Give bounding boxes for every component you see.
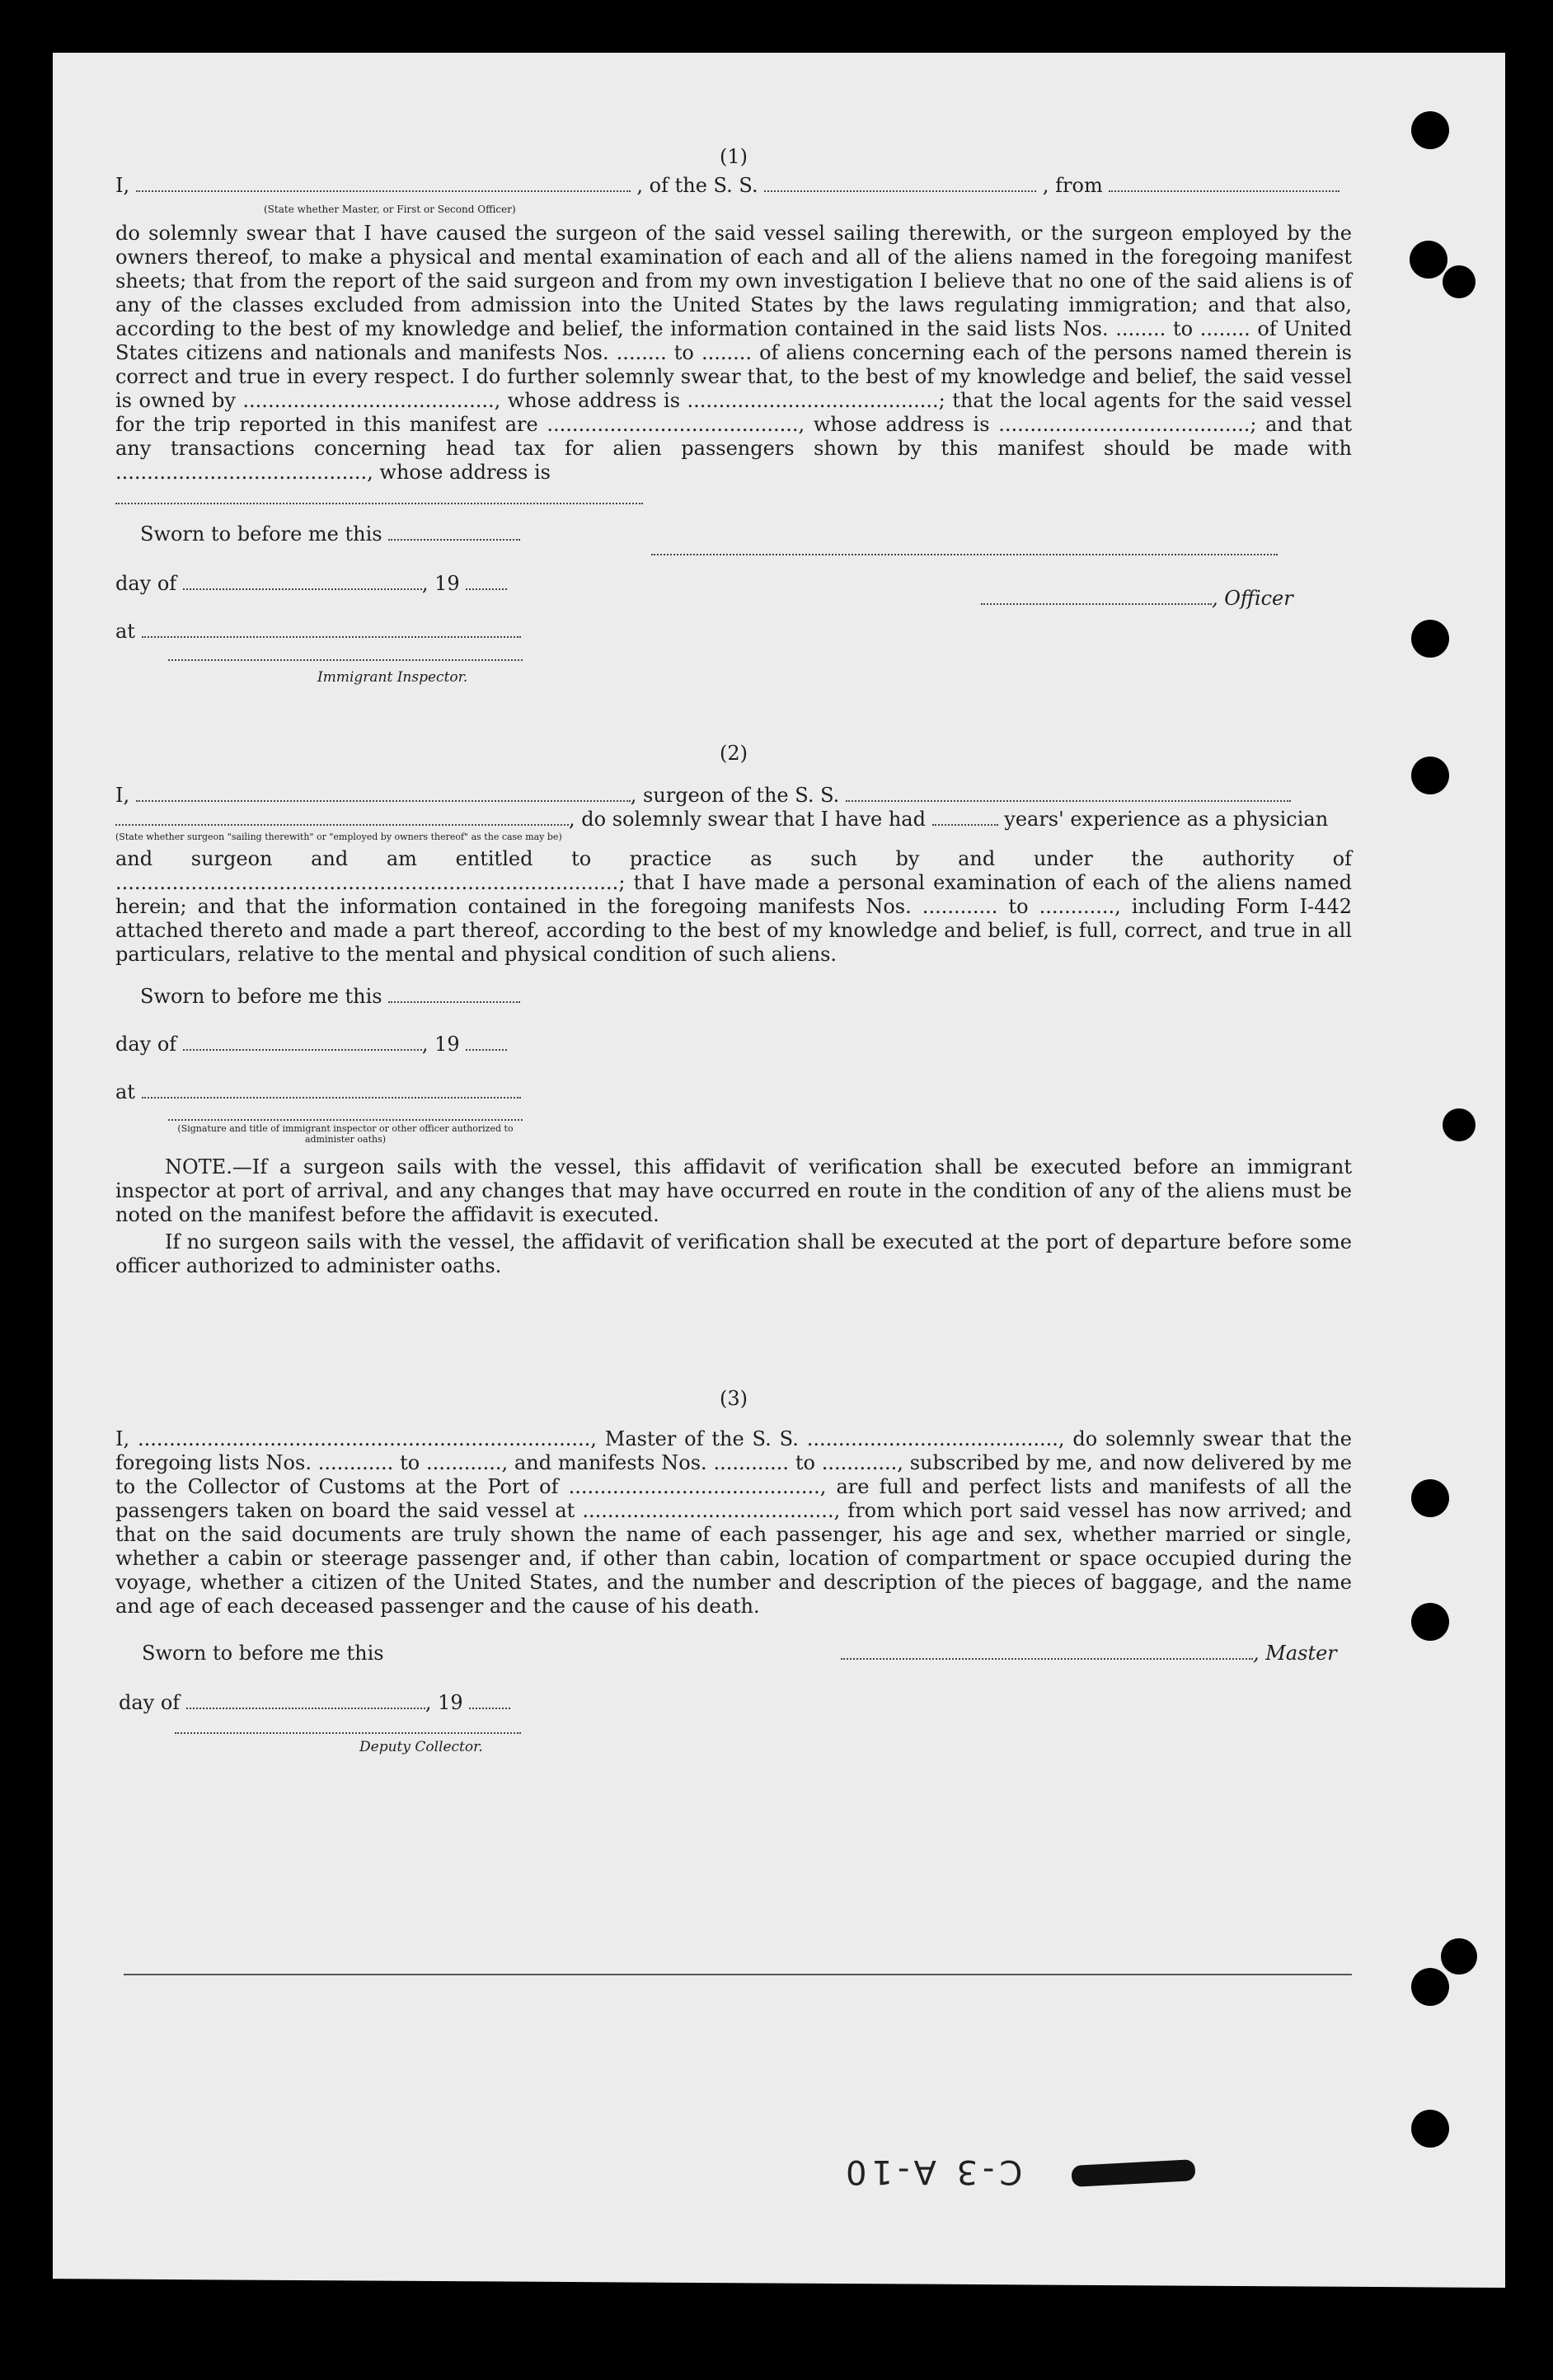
note-2: If no surgeon sails with the vessel, the affidavit of verification shall be executed at the port of departure before some officer authorized to administer oaths. bbox=[115, 1230, 1352, 1277]
bottom-rule bbox=[124, 1974, 1352, 1975]
deputy-sig-line bbox=[175, 1732, 521, 1734]
of-ss-label: , of the S. S. bbox=[636, 174, 758, 197]
inspector-sig-line bbox=[168, 659, 523, 661]
inspector-caption: Immigrant Inspector. bbox=[317, 669, 468, 686]
name-blank bbox=[136, 176, 631, 192]
inspector-sig-line-2 bbox=[168, 1119, 523, 1121]
at-line-1: at bbox=[115, 620, 521, 644]
ship-blank bbox=[764, 176, 1036, 192]
punch-hole bbox=[1411, 111, 1449, 149]
section-3-number: (3) bbox=[720, 1387, 748, 1410]
punch-hole bbox=[1410, 241, 1447, 279]
surgeon-caption: (State whether surgeon "sailing therewith" or "employed by owners thereof" as the case may be) bbox=[115, 832, 562, 842]
signature-caption: (Signature and title of immigrant inspector or other officer authorized to administer oaths) bbox=[177, 1123, 514, 1145]
punch-hole bbox=[1411, 2110, 1449, 2148]
punch-hole bbox=[1411, 757, 1449, 794]
section-1-number: (1) bbox=[720, 145, 748, 168]
sworn-label-1: Sworn to before me this bbox=[140, 522, 520, 546]
officer-label: , Officer bbox=[981, 587, 1293, 611]
punch-hole bbox=[1411, 620, 1449, 658]
officer-line bbox=[651, 537, 1278, 561]
sworn-label-2: Sworn to before me this bbox=[140, 985, 520, 1009]
from-label: , from bbox=[1042, 174, 1103, 197]
punch-hole bbox=[1443, 265, 1476, 298]
deputy-caption: Deputy Collector. bbox=[359, 1739, 483, 1755]
rank-caption: (State whether Master, or First or Second Officer) bbox=[264, 204, 516, 215]
section-2-line1: I, , surgeon of the S. S. bbox=[115, 784, 1352, 808]
handwritten-reference: C-3 A-10 bbox=[841, 2153, 1023, 2190]
section-1-header-line bbox=[115, 174, 1352, 198]
note-1: NOTE.—If a surgeon sails with the vessel, this affidavit of verification shall be executed before an immigrant inspector at port of arrival, and any changes that may have occurred en route in the condition of any of the aliens must be noted on the manifest before the affidavit is executed. bbox=[115, 1155, 1352, 1226]
punch-hole bbox=[1411, 1479, 1449, 1517]
day-of-line-2: day of , 19 bbox=[115, 1033, 507, 1056]
day-of-line-1: day of , 19 bbox=[115, 572, 507, 596]
at-line-2: at bbox=[115, 1080, 521, 1104]
punch-hole bbox=[1443, 1108, 1476, 1141]
punch-hole bbox=[1411, 1968, 1449, 2006]
section-2-line2: , do solemnly swear that I have had years' experience as a physician bbox=[115, 808, 1352, 832]
section-2-number: (2) bbox=[720, 742, 748, 765]
punch-hole bbox=[1441, 1938, 1477, 1975]
section-3-body: I, ........................................................................, Master of the S. S. ........................................, do solemnly swear that the foregoing lists Nos. ............ to ............, and manifests Nos. ............ to ............, subscribed by me, and now delivered by me to the Collector of Customs at the Port of ........................................, are full and perfect lists and manifests of all the passengers taken on board the said vessel at ........................................, from which port said vessel has now arrived; and that on the said documents are truly shown the name of each passenger, his age and sex, whether married or single, whether a cabin or steerage passenger and, if other than cabin, location of compartment or space occupied during the voyage, whether a citizen of the United States, and the number and description of the pieces of baggage, and the name and age of each deceased passenger and the cause of his death. bbox=[115, 1427, 1352, 1618]
day-of-line-3: day of , 19 bbox=[119, 1691, 510, 1715]
from-blank bbox=[1109, 176, 1340, 192]
i-label: I, bbox=[115, 174, 130, 197]
master-line: , Master bbox=[841, 1642, 1337, 1666]
affidavit-content bbox=[115, 140, 1352, 1783]
section-1-body: do solemnly swear that I have caused the surgeon of the said vessel sailing therewith, or the surgeon employed by the owners thereof, to make a physical and mental examination of each and all of the aliens named in the foregoing manifest sheets; that from the report of the said surgeon and from my own investigation I believe that no one of the said aliens is of any of the classes excluded from admission into the United States by the laws regulating immigration; and that also, according to the best of my knowledge and belief, the information contained in the said lists Nos. ........ to ........ of United States citizens and nationals and manifests Nos. ........ to ........ of aliens concerning each of the persons named therein is correct and true in every respect. I do further solemnly swear that, to the best of my knowledge and belief, the said vessel is owned by ........................................, whose address is ........................................; that the local agents for the said vessel for the trip reported in this manifest are ........................................, whose address is ........................................; and that any transactions concerning head tax for alien passengers shown by this manifest should be made with ........................................, whose address is bbox=[115, 222, 1352, 484]
sworn-label-3: Sworn to before me this bbox=[142, 1642, 384, 1665]
section-2-body: and surgeon and am entitled to practice as such by and under the authority of ................................................................................; that I have made a personal examination of each of the aliens named herein; and that the information contained in the foregoing manifests Nos. ............ to ............, including Form I-442 attached thereto and made a part thereof, according to the best of my knowledge and belief, is full, correct, and true in all particulars, relative to the mental and physical condition of such aliens. bbox=[115, 847, 1352, 966]
punch-hole bbox=[1411, 1603, 1449, 1641]
